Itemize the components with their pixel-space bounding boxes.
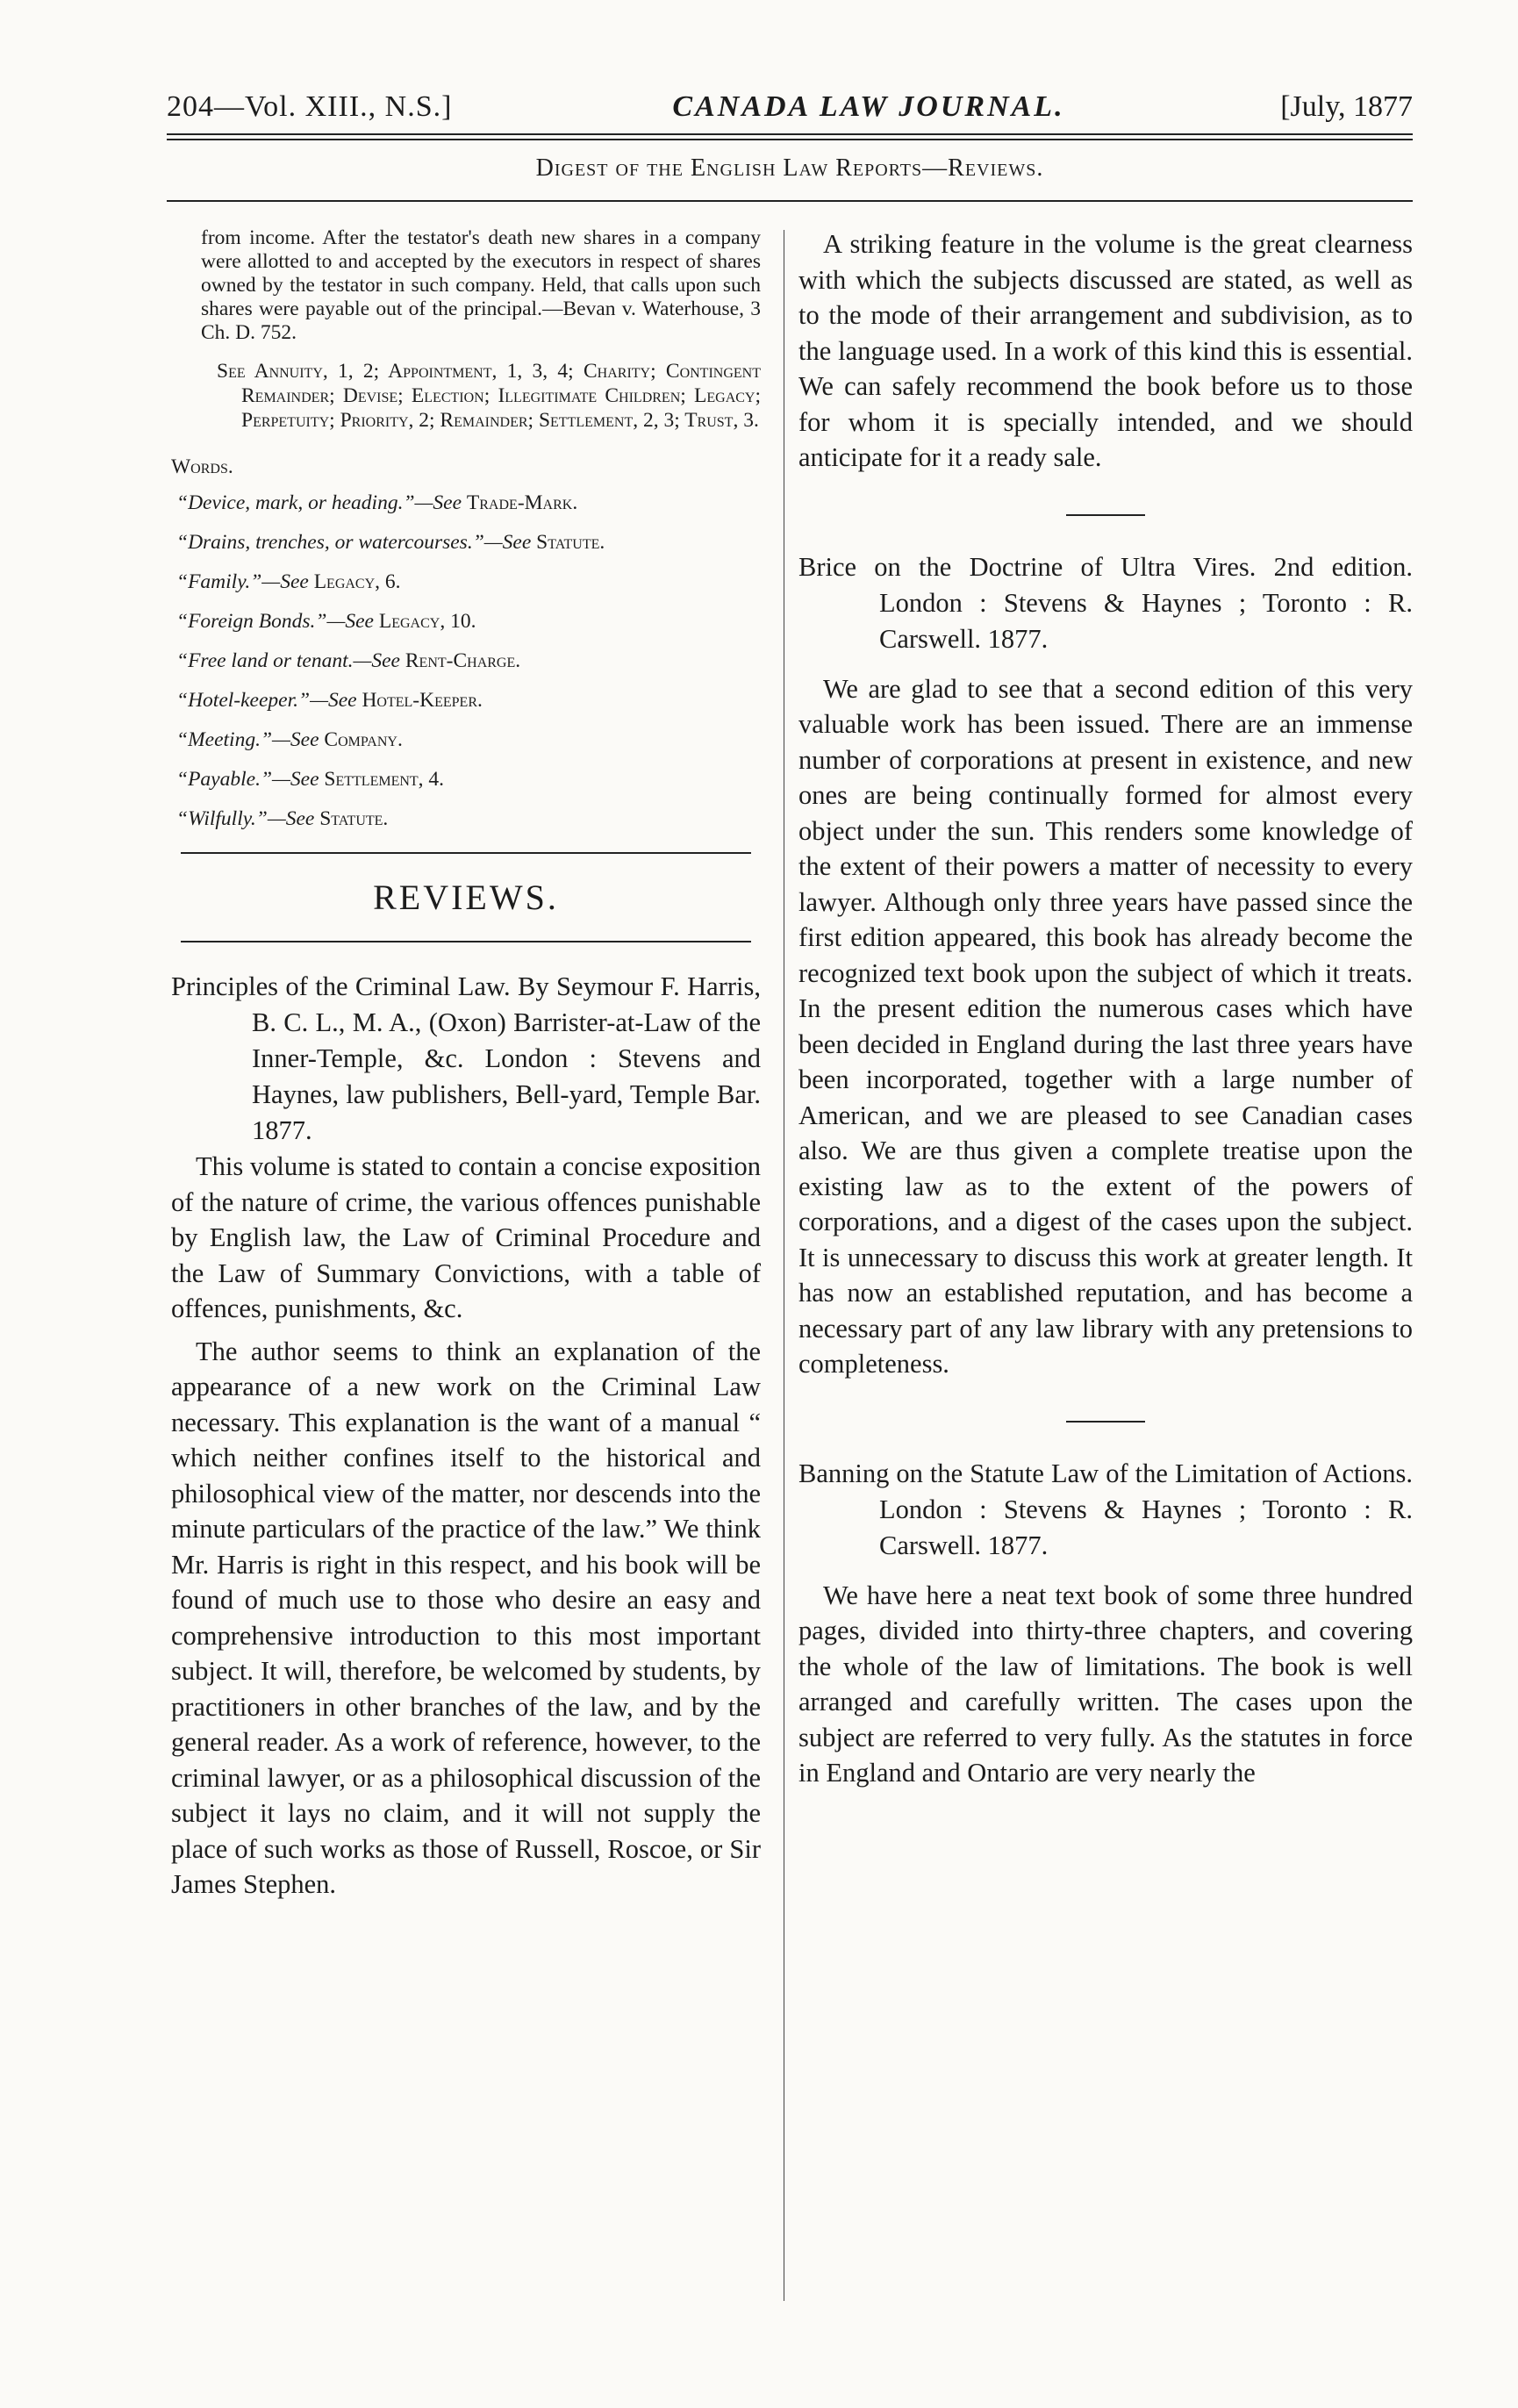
- issue-date: [July, 1877: [1280, 90, 1413, 123]
- section-subheader: Digest of the English Law Reports—Reviews.: [535, 154, 1044, 182]
- page-header: [167, 84, 1413, 130]
- see-also-references: See Annuity, 1, 2; Appointment, 1, 3, 4; Charity; Contingent Remainder; Devise; Election; Illegitimate Children; Legacy; Perpetuity; Priority, 2; Remainder; Settlement, 2, 3; Trust, 3.: [217, 360, 761, 432]
- word-entry: “Meeting.”—See Company.: [176, 728, 403, 751]
- review-1-paragraph-3: A striking feature in the volume is the great clearness with which the subjects discussed are stated, as well as to the mode of their arrangement and subdivision, as to the language used. In a work of this kind this is essential. We can safely recommend the book before us to those for whom it is specially intended, and we should anticipate for it a ready sale.: [798, 229, 1413, 472]
- word-entry: “Foreign Bonds.”—See Legacy, 10.: [176, 610, 476, 633]
- reviews-rule-bottom: [181, 941, 751, 942]
- right-column: [798, 226, 1413, 1791]
- header-rule-top: [167, 133, 1413, 135]
- word-entry: “Drains, trenches, or watercourses.”—See Statute.: [176, 531, 605, 554]
- review-1-paragraph-2: The author seems to think an explanation of the appearance of a new work on the Criminal Law necessary. This explanation is the want of a manual “ which neither confines itself to the historical and philosophical view of the matter, nor descends into the minute particulars of the practice of the law.” We think Mr. Harris is right in this respect, and his book will be found of much use to those who desire an easy and comprehensive introduction to this most important subject. It will, therefore, be welcomed by students, by practitioners in other branches of the law, and by the general reader. As a work of reference, however, to the criminal lawyer, or as a philosophical discussion of the subject it lays no claim, and it will not supply the place of such works as those of Russell, Roscoe, or Sir James Stephen.: [171, 1336, 761, 1899]
- words-heading: Words.: [171, 455, 233, 478]
- review-3-paragraph-1: We have here a neat text book of some three hundred pages, divided into thirty-three chapters, and covering the whole of the law of limitations. The book is well arranged and carefully written. The cases upon the subject are referred to very fully. As the statutes in force in England and Ontario are very nearly the: [798, 1580, 1413, 1788]
- word-entry: “Device, mark, or heading.”—See Trade-Mark.: [176, 491, 578, 514]
- review-2-paragraph-1: We are glad to see that a second edition of this very valuable work has been issued. There are an immense number of corporations at present in existence, and new ones are being continually formed for almost every object under the sun. This renders some knowledge of the extent of their powers a matter of necessity to every lawyer. Although only three years have passed since the first edition appeared, this book has already become the recognized text book upon the subject of which it treats. In the present edition the numerous cases which have been decided in England during the last three years have been incorporated, together with a large number of American, and we are pleased to see Canadian cases also. We are thus given a complete treatise upon the existing law as to the extent of the powers of corporations, and a digest of the cases upon the subject. It is unnecessary to discuss this work at greater length. It has now an established reputation, and has become a necessary part of any law library with any pretensions to completeness.: [798, 673, 1413, 1379]
- reviews-rule-top: [181, 852, 751, 854]
- journal-title: CANADA LAW JOURNAL.: [672, 90, 1065, 123]
- word-entry: “Hotel-keeper.”—See Hotel-Keeper.: [176, 689, 483, 712]
- header-rule-bottom: [167, 139, 1413, 140]
- separator-rule: [1066, 514, 1145, 516]
- word-entry: “Wilfully.”—See Statute.: [176, 807, 389, 830]
- reviews-heading: REVIEWS.: [373, 878, 559, 917]
- page-volume: 204—Vol. XIII., N.S.]: [167, 90, 453, 123]
- review-2-heading: Brice on the Doctrine of Ultra Vires. 2nd edition. London : Stevens & Haynes ; Toronto : R. Carswell. 1877.: [798, 551, 1413, 654]
- words-list: [171, 491, 761, 831]
- review-3-heading: Banning on the Statute Law of the Limitation of Actions. London : Stevens & Haynes ; Toronto : R. Carswell. 1877.: [798, 1458, 1413, 1560]
- review-1-paragraph-1: This volume is stated to contain a concise exposition of the nature of crime, the various offences punishable by English law, the Law of Criminal Procedure and the Law of Summary Convictions, with a table of offences, punishments, &c.: [171, 1151, 761, 1323]
- word-entry: “Free land or tenant.—See Rent-Charge.: [176, 649, 521, 672]
- separator-rule: [1066, 1421, 1145, 1423]
- review-1-heading: Principles of the Criminal Law. By Seymour F. Harris, B. C. L., M. A., (Oxon) Barrister-at-Law of the Inner-Temple, &c. London : Stevens and Haynes, law publishers, Bell-yard, Temple Bar. 1877.: [171, 971, 761, 1145]
- subheader-rule: [167, 200, 1413, 202]
- word-entry: “Payable.”—See Settlement, 4.: [176, 768, 445, 791]
- word-entry: “Family.”—See Legacy, 6.: [176, 570, 401, 593]
- digest-paragraph: from income. After the testator's death new shares in a company were allotted to and accepted by the executors in respect of shares owned by the testator in such company. Held, that calls upon such shares were payable out of the principal.—Bevan v. Waterhouse, 3 Ch. D. 752.: [201, 226, 761, 344]
- left-column: [171, 226, 761, 1903]
